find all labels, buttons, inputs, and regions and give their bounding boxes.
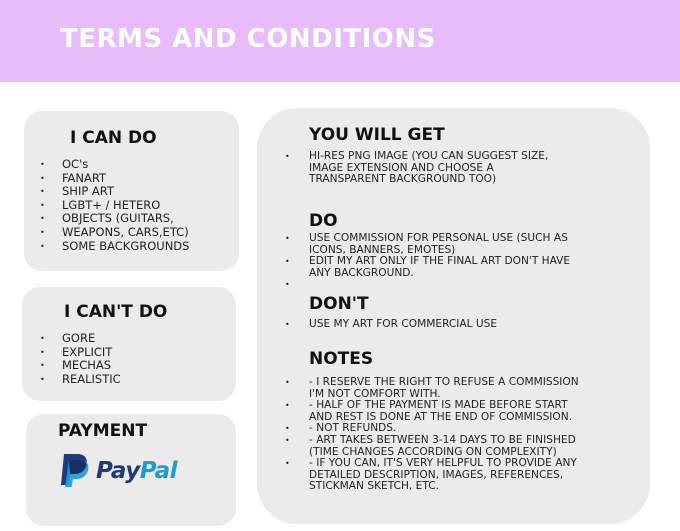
dont-list — [309, 319, 497, 331]
payment-title: PAYMENT — [58, 421, 148, 441]
list-item: • - HALF OF THE PAYMENT IS MADE BEFORE START AND REST IS DONE AT THE END OF COMMISSION. — [309, 400, 579, 423]
list-item: • - I RESERVE THE RIGHT TO REFUSE A COMMISSION I'M NOT COMFORT WITH. — [309, 377, 579, 400]
list-item: • - NOT REFUNDS. — [309, 423, 579, 435]
page-title: TERMS AND CONDITIONS — [60, 24, 436, 54]
can-do-list — [62, 158, 189, 253]
cant-do-title: I CAN'T DO — [64, 302, 168, 322]
list-item: • EXPLICIT — [62, 346, 121, 360]
list-item: • LGBT+ / HETERO — [62, 199, 189, 213]
list-item: • OC's — [62, 158, 189, 172]
list-item: • OBJECTS (GUITARS, — [62, 212, 189, 226]
paypal-wordmark: PayPal — [96, 458, 177, 484]
do-list — [309, 233, 570, 291]
list-item: • EDIT MY ART ONLY IF THE FINAL ART DON'T HAVE ANY BACKGROUND. — [309, 256, 570, 279]
list-item: • USE COMMISSION FOR PERSONAL USE (SUCH AS ICONS, BANNERS, EMOTES) — [309, 233, 570, 256]
header-banner — [0, 0, 680, 82]
list-item: • FANART — [62, 172, 189, 186]
paypal-logo — [58, 450, 198, 490]
list-item: • MECHAS — [62, 359, 121, 373]
do-title: DO — [309, 211, 338, 231]
list-item: • - IF YOU CAN, IT'S VERY HELPFUL TO PROVIDE ANY DETAILED DESCRIPTION, IMAGES, REFERENCES, STICKMAN SKETCH, ETC. — [309, 458, 579, 493]
list-item: • WEAPONS, CARS,ETC) — [62, 226, 189, 240]
list-item: • - ART TAKES BETWEEN 3-14 DAYS TO BE FINISHED (TIME CHANGES ACCORDING ON COMPLEXITY) — [309, 435, 579, 458]
notes-list — [309, 377, 579, 493]
can-do-title: I CAN DO — [70, 128, 157, 148]
paypal-icon — [58, 452, 90, 488]
dont-title: DON'T — [309, 294, 369, 314]
list-item: • SOME BACKGROUNDS — [62, 240, 189, 254]
you-will-get-title: YOU WILL GET — [309, 125, 445, 145]
notes-title: NOTES — [309, 349, 374, 369]
list-item: • USE MY ART FOR COMMERCIAL USE — [309, 319, 497, 331]
list-item: • SHIP ART — [62, 185, 189, 199]
list-item: • REALISTIC — [62, 373, 121, 387]
list-item — [309, 279, 570, 291]
list-item: • GORE — [62, 332, 121, 346]
list-item: • HI-RES PNG IMAGE (YOU CAN SUGGEST SIZE, IMAGE EXTENSION AND CHOOSE A TRANSPARENT BACKGROUND TOO) — [309, 151, 548, 186]
you-will-get-list — [309, 151, 548, 186]
cant-do-list — [62, 332, 121, 386]
